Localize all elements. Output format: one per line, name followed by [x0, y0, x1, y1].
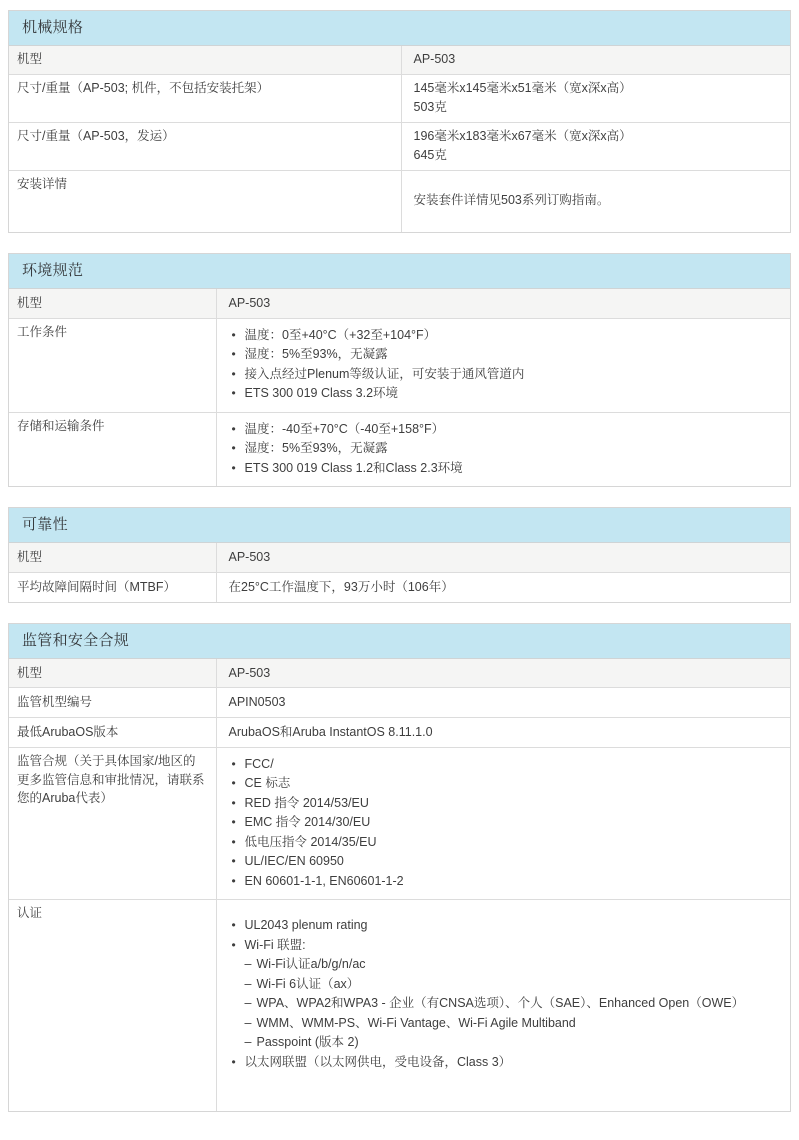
bullet-item: [232, 365, 781, 385]
row-label: 存储和运输条件: [9, 412, 216, 486]
spec-table: [9, 543, 790, 602]
table-row: [9, 718, 790, 748]
bullet-list: [229, 326, 781, 404]
value-line: APIN0503: [228, 695, 286, 710]
value-line: AP-503: [228, 295, 271, 310]
row-label: 认证: [9, 900, 216, 1112]
value-line: AP-503: [228, 550, 271, 564]
value-line: ArubaOS和Aruba InstantOS 8.11.1.0: [228, 725, 433, 739]
row-value: [216, 659, 790, 688]
table-row: [9, 543, 790, 572]
bullet-text: 接入点经过Plenum等级认证，可安装于通风管道内: [244, 366, 525, 381]
bullet-item: [232, 459, 781, 479]
row-value: [216, 412, 790, 486]
bullet-item: [232, 755, 781, 775]
bullet-item: [232, 1053, 781, 1073]
table-row: [9, 122, 790, 170]
bullet-item: [232, 813, 781, 833]
row-value: [216, 572, 790, 601]
value-line: AP-503: [413, 52, 456, 66]
row-value: [216, 318, 790, 412]
bullet-text: 湿度：5%至93%，无凝露: [244, 347, 388, 361]
table-row: [9, 688, 790, 718]
row-label: 机型: [9, 46, 401, 74]
bullet-text: Wi-Fi 联盟:: [244, 937, 306, 952]
row-label: 尺寸/重量（AP-503; 机件，不包括安装托架）: [9, 74, 401, 122]
sub-list: [232, 955, 781, 1053]
row-value: [401, 74, 790, 122]
row-value: [216, 289, 790, 318]
row-value: [216, 543, 790, 572]
spec-table: [9, 46, 790, 232]
bullet-list: [229, 420, 781, 479]
bullet-text: FCC/: [244, 756, 274, 771]
bullet-text: RED 指令 2014/53/EU: [244, 795, 369, 810]
bullet-item: [232, 420, 781, 440]
spec-section-3: [8, 623, 791, 1113]
bullet-item: [232, 439, 781, 459]
row-label: 工作条件: [9, 318, 216, 412]
row-label: 最低ArubaOS版本: [9, 718, 216, 748]
bullet-text: UL2043 plenum rating: [244, 918, 368, 933]
row-value: [216, 688, 790, 718]
value-line: AP-503: [228, 665, 271, 680]
bullet-item: [232, 833, 781, 853]
bullet-list: [229, 755, 781, 892]
spec-section-1: [8, 253, 791, 487]
sub-item: – Wi-Fi 6认证（ax）: [245, 975, 781, 995]
sub-item: – WPA、WPA2和WPA3 - 企业（有CNSA选项）、个人（SAE）、Enhanced Open（OWE）: [245, 994, 781, 1014]
bullet-text: ETS 300 019 Class 3.2环境: [244, 386, 399, 400]
table-row: [9, 74, 790, 122]
table-row: [9, 289, 790, 318]
bullet-item: [232, 916, 781, 936]
sub-item: – Passpoint (版本 2): [245, 1033, 781, 1053]
row-label: 机型: [9, 289, 216, 318]
value-line: 503克: [413, 99, 447, 114]
row-label: 尺寸/重量（AP-503，发运）: [9, 122, 401, 170]
bullet-item: [232, 384, 781, 404]
row-value: [401, 46, 790, 74]
row-value: [216, 718, 790, 748]
bullet-item: [232, 345, 781, 365]
table-row: [9, 747, 790, 900]
value-line: 196毫米x183毫米x67毫米（宽x深x高）: [413, 128, 632, 143]
bullet-text: EN 60601-1-1, EN60601-1-2: [244, 873, 404, 888]
table-body: [9, 543, 790, 602]
section-title: 环境规范: [9, 254, 790, 289]
row-value: [401, 122, 790, 170]
bullet-text: 温度：0至+40°C（+32至+104°F）: [244, 327, 437, 342]
row-label: 安装详情: [9, 170, 401, 232]
section-title: 可靠性: [9, 508, 790, 543]
row-value: [216, 900, 790, 1112]
value-line: 在25°C工作温度下，93万小时（106年）: [228, 579, 454, 594]
row-label: 机型: [9, 543, 216, 572]
spec-section-0: [8, 10, 791, 233]
bullet-list: [229, 916, 781, 1072]
row-label: 平均故障间隔时间（MTBF）: [9, 572, 216, 601]
row-value: [216, 747, 790, 900]
sub-item: – WMM、WMM-PS、Wi-Fi Vantage、Wi-Fi Agile Multiband: [245, 1014, 781, 1034]
bullet-item: [232, 794, 781, 814]
bullet-text: ETS 300 019 Class 1.2和Class 2.3环境: [244, 460, 463, 475]
bullet-item: [232, 326, 781, 346]
bullet-text: CE 标志: [244, 776, 291, 791]
bullet-item: [232, 872, 781, 892]
bullet-text: 以太网联盟（以太网供电，受电设备，Class 3）: [244, 1054, 512, 1069]
row-label: 监管机型编号: [9, 688, 216, 718]
table-row: [9, 900, 790, 1112]
value-line: 安装套件详情见503系列订购指南。: [413, 193, 610, 208]
bullet-text: 湿度：5%至93%，无凝露: [244, 441, 388, 455]
row-label: 机型: [9, 659, 216, 688]
table-row: [9, 318, 790, 412]
table-row: [9, 659, 790, 688]
row-value: [401, 170, 790, 232]
spec-table: [9, 659, 790, 1112]
spec-section-2: [8, 507, 791, 603]
section-title: 机械规格: [9, 11, 790, 46]
value-line: 645克: [413, 147, 447, 162]
bullet-text: 温度：-40至+70°C（-40至+158°F）: [244, 421, 445, 436]
sub-item: – Wi-Fi认证a/b/g/n/ac: [245, 955, 781, 975]
row-label: 监管合规（关于具体国家/地区的更多监管信息和审批情况，请联系您的Aruba代表）: [9, 747, 216, 900]
bullet-item: [232, 936, 781, 1053]
bullet-text: 低电压指令 2014/35/EU: [244, 834, 377, 849]
table-row: [9, 412, 790, 486]
bullet-item: [232, 852, 781, 872]
section-title: 监管和安全合规: [9, 624, 790, 659]
spec-table: [9, 289, 790, 486]
table-body: [9, 289, 790, 486]
table-row: [9, 572, 790, 601]
table-row: [9, 46, 790, 74]
table-row: [9, 170, 790, 232]
value-line: 145毫米x145毫米x51毫米（宽x深x高）: [413, 80, 632, 95]
bullet-text: UL/IEC/EN 60950: [244, 854, 344, 869]
bullet-item: [232, 774, 781, 794]
table-body: [9, 46, 790, 232]
table-body: [9, 659, 790, 1112]
bullet-text: EMC 指令 2014/30/EU: [244, 815, 371, 830]
